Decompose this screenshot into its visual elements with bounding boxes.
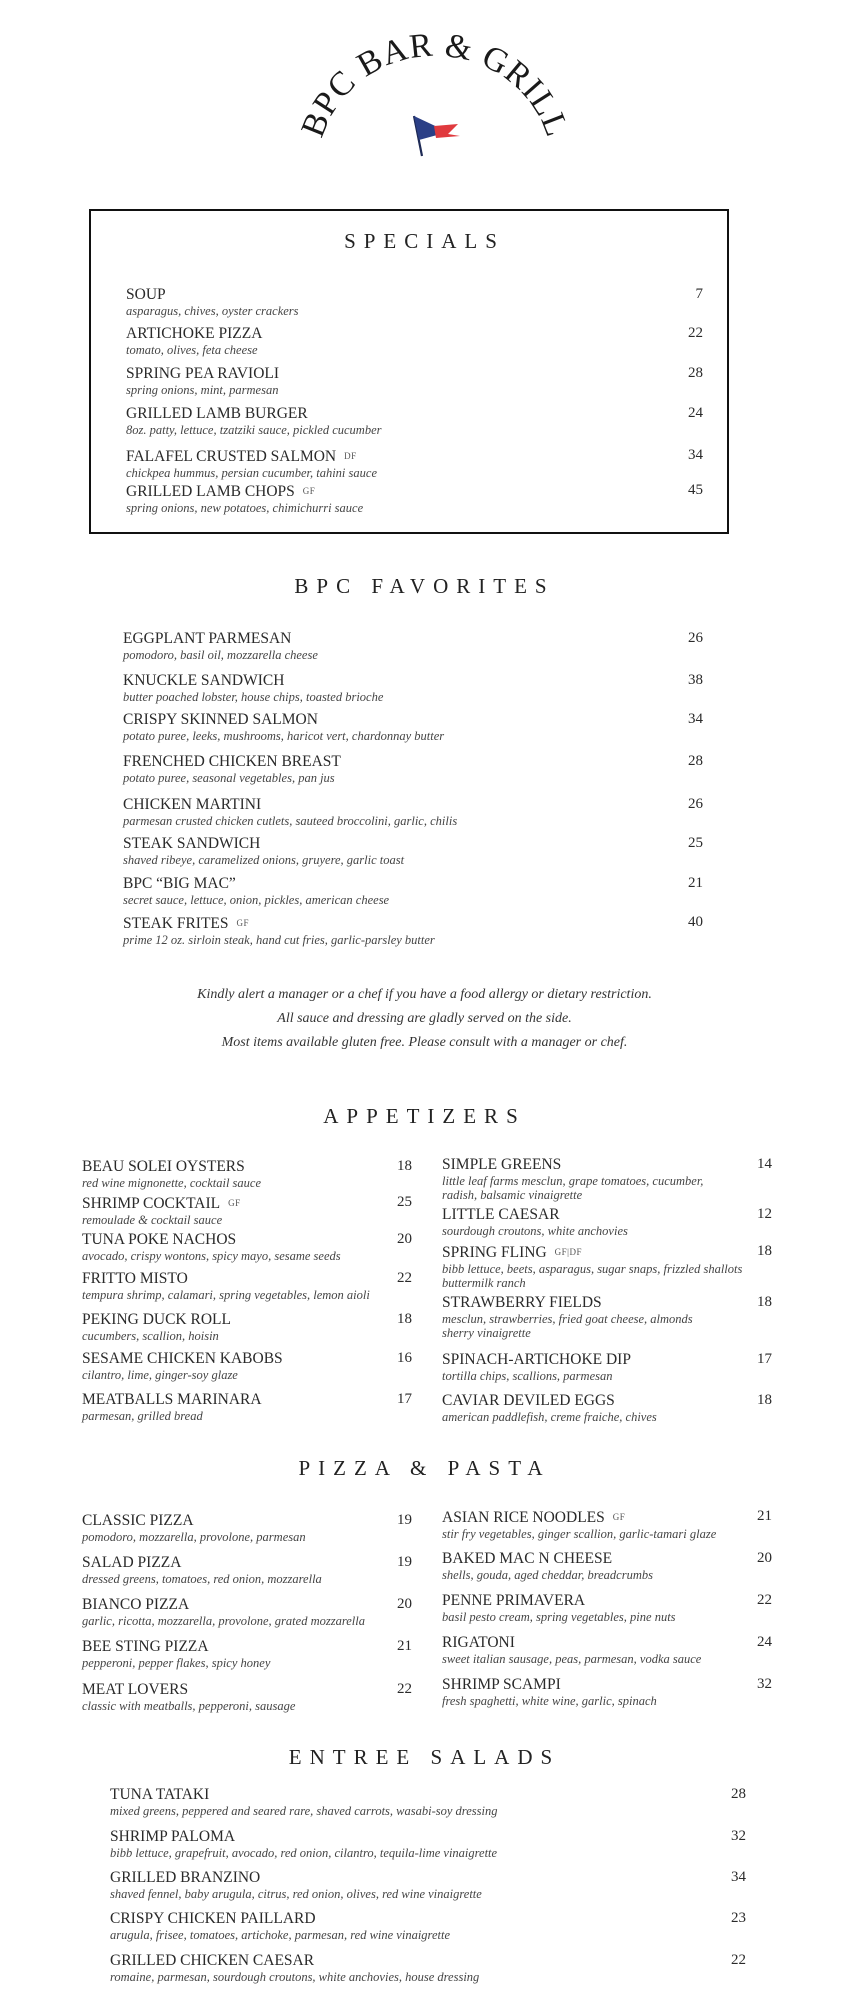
menu-item-description: spring onions, new potatoes, chimichurri sauce xyxy=(126,501,364,515)
menu-item-name xyxy=(110,1828,497,1846)
dietary-tag: GF xyxy=(236,918,250,928)
menu-item-name-text: TUNA POKE NACHOS xyxy=(82,1231,237,1248)
menu-item-description: mesclun, strawberries, fried goat cheese, almonds xyxy=(442,1312,693,1326)
menu-item-description: cilantro, lime, ginger-soy glaze xyxy=(82,1368,238,1382)
menu-item-description: bibb lettuce, grapefruit, avocado, red onion, cilantro, tequila-lime vinaigrette xyxy=(110,1846,498,1860)
menu-item xyxy=(442,1243,742,1290)
menu-item-name xyxy=(82,1681,295,1699)
specials-title: SPECIALS xyxy=(344,229,505,253)
menu-item-description: asparagus, chives, oyster crackers xyxy=(126,304,299,318)
menu-item xyxy=(123,875,389,907)
menu-item-price: 34 xyxy=(688,447,703,463)
menu-item-name-text: SHRIMP SCAMPI xyxy=(442,1676,561,1693)
menu-item xyxy=(442,1156,703,1202)
menu-item-name-text: KNUCKLE SANDWICH xyxy=(123,672,285,689)
menu-item-name xyxy=(123,711,444,729)
menu-item-description: butter poached lobster, house chips, toasted brioche xyxy=(123,690,384,704)
dietary-tag: GF xyxy=(302,486,316,496)
menu-item xyxy=(110,1786,497,1818)
menu-item-description: sweet italian sausage, peas, parmesan, vodka sauce xyxy=(442,1652,702,1666)
menu-item-name xyxy=(442,1634,701,1652)
menu-item-description: romaine, parmesan, sourdough croutons, white anchovies, house dressing xyxy=(110,1970,480,1984)
bpc-logo xyxy=(290,28,580,178)
menu-item-price: 45 xyxy=(688,482,703,498)
menu-item-name xyxy=(82,1638,270,1656)
menu-item-name xyxy=(442,1550,653,1568)
menu-item-price: 22 xyxy=(397,1270,412,1286)
menu-item-description: remoulade & cocktail sauce xyxy=(82,1213,223,1227)
menu-item-description: dressed greens, tomatoes, red onion, mozzarella xyxy=(82,1572,322,1586)
menu-item-name xyxy=(82,1596,365,1614)
menu-item-description: mixed greens, peppered and seared rare, shaved carrots, wasabi-soy dressing xyxy=(110,1804,498,1818)
menu-item-name-text: BEE STING PIZZA xyxy=(82,1638,209,1655)
menu-item-name-text: FRITTO MISTO xyxy=(82,1270,188,1287)
menu-item-price: 24 xyxy=(757,1634,772,1650)
menu-item-price: 34 xyxy=(731,1869,746,1885)
menu-item xyxy=(82,1158,261,1190)
menu-item-price: 14 xyxy=(757,1156,772,1172)
svg-text:BPC BAR & GRILL xyxy=(294,28,575,142)
dietary-tag: GF|DF xyxy=(554,1247,582,1257)
menu-item-description: chickpea hummus, persian cucumber, tahini sauce xyxy=(126,466,377,480)
menu-item-price: 17 xyxy=(397,1391,412,1407)
menu-item-name-text: MEAT LOVERS xyxy=(82,1681,189,1698)
menu-item-name xyxy=(110,1910,450,1928)
menu-item-description-cont: buttermilk ranch xyxy=(442,1276,526,1290)
menu-item-price: 28 xyxy=(688,365,703,381)
menu-item-description: fresh spaghetti, white wine, garlic, spinach xyxy=(442,1694,657,1708)
menu-item-description: pomodoro, mozzarella, provolone, parmesan xyxy=(82,1530,306,1544)
menu-item xyxy=(442,1550,653,1582)
menu-item xyxy=(123,796,457,828)
menu-item-description: cucumbers, scallion, hoisin xyxy=(82,1329,219,1343)
menu-item-name xyxy=(442,1508,716,1527)
menu-item xyxy=(123,711,444,743)
menu-item-price: 26 xyxy=(688,796,703,812)
menu-item-price: 19 xyxy=(397,1554,412,1570)
menu-item xyxy=(123,835,404,867)
menu-item xyxy=(442,1676,657,1708)
menu-item-name-text: FRENCHED CHICKEN BREAST xyxy=(123,753,341,770)
favorites-title: BPC FAVORITES xyxy=(294,574,555,598)
menu-item-name xyxy=(126,286,299,304)
menu-item xyxy=(442,1592,676,1624)
menu-item-price: 17 xyxy=(757,1351,772,1367)
notice-line-2: All sauce and dressing are gladly served on the side. xyxy=(277,1011,572,1026)
menu-item-description: american paddlefish, creme fraiche, chives xyxy=(442,1410,657,1424)
menu-item-name-text: SIMPLE GREENS xyxy=(442,1156,562,1173)
menu-item-name xyxy=(123,630,318,648)
menu-item-price: 40 xyxy=(688,914,703,930)
menu-item-name xyxy=(442,1592,676,1610)
menu-item-name-text: RIGATONI xyxy=(442,1634,515,1651)
menu-item-description: bibb lettuce, beets, asparagus, sugar snaps, frizzled shallots xyxy=(442,1262,743,1276)
menu-item-description: pepperoni, pepper flakes, spicy honey xyxy=(82,1656,271,1670)
menu-item xyxy=(82,1391,262,1423)
menu-item-name xyxy=(82,1158,261,1176)
menu-item-name xyxy=(82,1270,370,1288)
menu-item-name-text: BPC “BIG MAC” xyxy=(123,875,236,892)
menu-item xyxy=(126,482,363,515)
menu-item-name-text: GRILLED BRANZINO xyxy=(110,1869,261,1886)
menu-item-description: spring onions, mint, parmesan xyxy=(126,383,279,397)
menu-item xyxy=(126,325,262,357)
menu-item-description: secret sauce, lettuce, onion, pickles, american cheese xyxy=(123,893,390,907)
menu-item-price: 7 xyxy=(695,286,703,302)
menu-item xyxy=(82,1270,370,1302)
menu-item-name-text: SOUP xyxy=(126,286,166,303)
notice-line-3: Most items available gluten free. Please consult with a manager or chef. xyxy=(221,1035,628,1050)
menu-item xyxy=(442,1294,693,1340)
menu-item xyxy=(126,365,279,397)
menu-item xyxy=(123,672,383,704)
menu-item xyxy=(110,1952,479,1984)
menu-item-description: 8oz. patty, lettuce, tzatziki sauce, pickled cucumber xyxy=(126,423,382,437)
menu-item xyxy=(82,1231,341,1263)
menu-item-price: 18 xyxy=(397,1311,412,1327)
menu-item-name-text: GRILLED LAMB CHOPS xyxy=(126,483,295,500)
menu-item-description: prime 12 oz. sirloin steak, hand cut fries, garlic-parsley butter xyxy=(123,933,435,947)
logo-text: BPC BAR & GRILL xyxy=(294,28,576,143)
menu-item-name-text: CRISPY SKINNED SALMON xyxy=(123,711,318,728)
menu-item-description: pomodoro, basil oil, mozzarella cheese xyxy=(123,648,318,662)
menu-item-price: 28 xyxy=(688,753,703,769)
menu-item-price: 18 xyxy=(757,1294,772,1310)
menu-item xyxy=(110,1869,482,1901)
menu-item-price: 16 xyxy=(397,1350,412,1366)
menu-item-name-text: MEATBALLS MARINARA xyxy=(82,1391,262,1408)
menu-item-description: shaved ribeye, caramelized onions, gruyere, garlic toast xyxy=(123,853,405,867)
menu-item-price: 18 xyxy=(397,1158,412,1174)
menu-item xyxy=(82,1512,306,1544)
menu-item-name xyxy=(442,1156,703,1174)
menu-item-price: 21 xyxy=(688,875,703,891)
menu-item-price: 20 xyxy=(397,1231,412,1247)
menu-item-name xyxy=(82,1554,322,1572)
menu-item-name xyxy=(110,1786,497,1804)
notice-line-1: Kindly alert a manager or a chef if you have a food allergy or dietary restriction. xyxy=(197,987,652,1002)
menu-item-price: 12 xyxy=(757,1206,772,1222)
menu-item xyxy=(82,1638,270,1670)
menu-item-name xyxy=(126,325,262,343)
menu-item-name-text: BIANCO PIZZA xyxy=(82,1596,190,1613)
menu-item-name xyxy=(442,1294,693,1312)
menu-item-description: red wine mignonette, cocktail sauce xyxy=(82,1176,261,1190)
menu-item-name xyxy=(82,1512,306,1530)
menu-item-name-text: ASIAN RICE NOODLES xyxy=(442,1509,605,1526)
menu-item-description: parmesan crusted chicken cutlets, sauteed broccolini, garlic, chilis xyxy=(123,814,458,828)
menu-item-name xyxy=(126,482,363,501)
menu-item-description: shells, gouda, aged cheddar, breadcrumbs xyxy=(442,1568,653,1582)
menu-item-description: classic with meatballs, pepperoni, sausage xyxy=(82,1699,296,1713)
menu-item-description: basil pesto cream, spring vegetables, pine nuts xyxy=(442,1610,676,1624)
menu-item-price: 32 xyxy=(731,1828,746,1844)
menu-item-name-text: SESAME CHICKEN KABOBS xyxy=(82,1350,283,1367)
menu-item-name xyxy=(442,1243,742,1262)
menu-item-name-text: BEAU SOLEI OYSTERS xyxy=(82,1158,245,1175)
menu-item-price: 25 xyxy=(688,835,703,851)
menu-item-price: 18 xyxy=(757,1243,772,1259)
menu-item-name-text: PENNE PRIMAVERA xyxy=(442,1592,586,1609)
menu-item xyxy=(442,1392,657,1424)
menu-item-name xyxy=(126,365,279,383)
pizza-pasta-title: PIZZA & PASTA xyxy=(298,1456,551,1480)
menu-item xyxy=(110,1828,497,1860)
menu-item xyxy=(123,630,318,662)
menu-item-name-text: CAVIAR DEVILED EGGS xyxy=(442,1392,615,1409)
menu-item-price: 34 xyxy=(688,711,703,727)
menu-item-price: 22 xyxy=(757,1592,772,1608)
menu-item-name-text: CHICKEN MARTINI xyxy=(123,796,262,813)
menu-item-price: 22 xyxy=(731,1952,746,1968)
menu-item-name-text: SHRIMP PALOMA xyxy=(110,1828,236,1845)
menu-item-name-text: STRAWBERRY FIELDS xyxy=(442,1294,602,1311)
menu-item xyxy=(442,1351,631,1383)
menu-item-name xyxy=(82,1391,262,1409)
menu-item-price: 28 xyxy=(731,1786,746,1802)
menu-item-name xyxy=(126,447,377,466)
menu-item-name-text: SPRING FLING xyxy=(442,1244,547,1261)
menu-item-name-text: SALAD PIZZA xyxy=(82,1554,182,1571)
menu-item xyxy=(442,1634,701,1666)
menu-item-description: tempura shrimp, calamari, spring vegetables, lemon aioli xyxy=(82,1288,370,1302)
menu-item-price: 38 xyxy=(688,672,703,688)
menu-item-price: 23 xyxy=(731,1910,746,1926)
menu-item-name-text: ARTICHOKE PIZZA xyxy=(126,325,263,342)
menu-item-description: tomato, olives, feta cheese xyxy=(126,343,258,357)
menu-item-name xyxy=(442,1676,657,1694)
menu-item-name-text: STEAK SANDWICH xyxy=(123,835,261,852)
menu-item-price: 22 xyxy=(688,325,703,341)
menu-item xyxy=(82,1681,295,1713)
menu-item-name-text: PEKING DUCK ROLL xyxy=(82,1311,231,1328)
menu-item-name xyxy=(123,672,383,690)
menu-item-name xyxy=(82,1231,341,1249)
menu-item-name xyxy=(123,875,389,893)
menu-item-name xyxy=(82,1350,283,1368)
menu-item xyxy=(110,1910,450,1942)
menu-item-price: 20 xyxy=(397,1596,412,1612)
menu-item-price: 20 xyxy=(757,1550,772,1566)
allergy-notice xyxy=(0,983,849,1055)
menu-item-name xyxy=(82,1311,231,1329)
menu-item-name-text: CRISPY CHICKEN PAILLARD xyxy=(110,1910,316,1927)
entree-salads-title: ENTREE SALADS xyxy=(288,1745,561,1769)
menu-item-name xyxy=(123,796,457,814)
menu-item-description: avocado, crispy wontons, spicy mayo, sesame seeds xyxy=(82,1249,341,1263)
menu-item xyxy=(126,286,299,318)
menu-item-description: parmesan, grilled bread xyxy=(82,1409,203,1423)
menu-item-name-text: STEAK FRITES xyxy=(123,915,229,932)
menu-item-name-text: CLASSIC PIZZA xyxy=(82,1512,194,1529)
menu-item-price: 32 xyxy=(757,1676,772,1692)
burgee-flag-icon xyxy=(414,116,460,156)
menu-item-name-text: FALAFEL CRUSTED SALMON xyxy=(126,448,337,465)
menu-item-description: arugula, frisee, tomatoes, artichoke, parmesan, red wine vinaigrette xyxy=(110,1928,450,1942)
menu-item-name-text: TUNA TATAKI xyxy=(110,1786,210,1803)
menu-item-name xyxy=(82,1194,241,1213)
menu-item xyxy=(126,447,377,480)
menu-item-name xyxy=(110,1952,479,1970)
menu-item-description: garlic, ricotta, mozzarella, provolone, grated mozzarella xyxy=(82,1614,365,1628)
menu-item-name xyxy=(442,1392,657,1410)
menu-item-name-text: SPRING PEA RAVIOLI xyxy=(126,365,280,382)
menu-item xyxy=(442,1508,716,1541)
menu-item xyxy=(82,1554,322,1586)
menu-item-price: 24 xyxy=(688,405,703,421)
menu-item-description: sourdough croutons, white anchovies xyxy=(442,1224,628,1238)
menu-item-price: 21 xyxy=(397,1638,412,1654)
menu-item-price: 26 xyxy=(688,630,703,646)
menu-item-description-cont: sherry vinaigrette xyxy=(442,1326,531,1340)
menu-item xyxy=(442,1206,628,1238)
menu-item-price: 19 xyxy=(397,1512,412,1528)
menu-item xyxy=(126,405,382,437)
menu-item xyxy=(82,1596,365,1628)
menu-item-price: 25 xyxy=(397,1194,412,1210)
menu-item xyxy=(123,914,435,947)
menu-item-description-cont: radish, balsamic vinaigrette xyxy=(442,1188,583,1202)
menu-item-name xyxy=(123,914,435,933)
menu-item-price: 22 xyxy=(397,1681,412,1697)
menu-item xyxy=(123,753,341,785)
menu-item-name-text: GRILLED CHICKEN CAESAR xyxy=(110,1952,315,1969)
menu-item-description: potato puree, seasonal vegetables, pan jus xyxy=(123,771,335,785)
menu-item-name xyxy=(123,835,404,853)
menu-item-description: shaved fennel, baby arugula, citrus, red onion, olives, red wine vinaigrette xyxy=(110,1887,482,1901)
menu-item xyxy=(82,1350,283,1382)
menu-item xyxy=(82,1311,231,1343)
menu-item-description: little leaf farms mesclun, grape tomatoes, cucumber, xyxy=(442,1174,704,1188)
menu-item-description: tortilla chips, scallions, parmesan xyxy=(442,1369,613,1383)
menu-item-name xyxy=(442,1206,628,1224)
menu-item-name xyxy=(126,405,382,423)
menu-item-name xyxy=(442,1351,631,1369)
menu-item-name-text: EGGPLANT PARMESAN xyxy=(123,630,292,647)
menu-item-name-text: GRILLED LAMB BURGER xyxy=(126,405,308,422)
menu-item-name-text: SPINACH-ARTICHOKE DIP xyxy=(442,1351,631,1368)
dietary-tag: GF xyxy=(612,1512,626,1522)
menu-item-price: 18 xyxy=(757,1392,772,1408)
menu-item-price: 21 xyxy=(757,1508,772,1524)
menu-item-description: potato puree, leeks, mushrooms, haricot vert, chardonnay butter xyxy=(123,729,445,743)
dietary-tag: DF xyxy=(344,451,357,461)
appetizers-title: APPETIZERS xyxy=(323,1104,526,1128)
dietary-tag: GF xyxy=(228,1198,241,1208)
menu-item-name-text: SHRIMP COCKTAIL xyxy=(82,1195,221,1212)
menu-item-name-text: LITTLE CAESAR xyxy=(442,1206,560,1223)
menu-item-name xyxy=(123,753,341,771)
menu-item-name-text: BAKED MAC N CHEESE xyxy=(442,1550,613,1567)
menu-item-description: stir fry vegetables, ginger scallion, garlic-tamari glaze xyxy=(442,1527,717,1541)
menu-item-name xyxy=(110,1869,482,1887)
menu-item xyxy=(82,1194,241,1227)
